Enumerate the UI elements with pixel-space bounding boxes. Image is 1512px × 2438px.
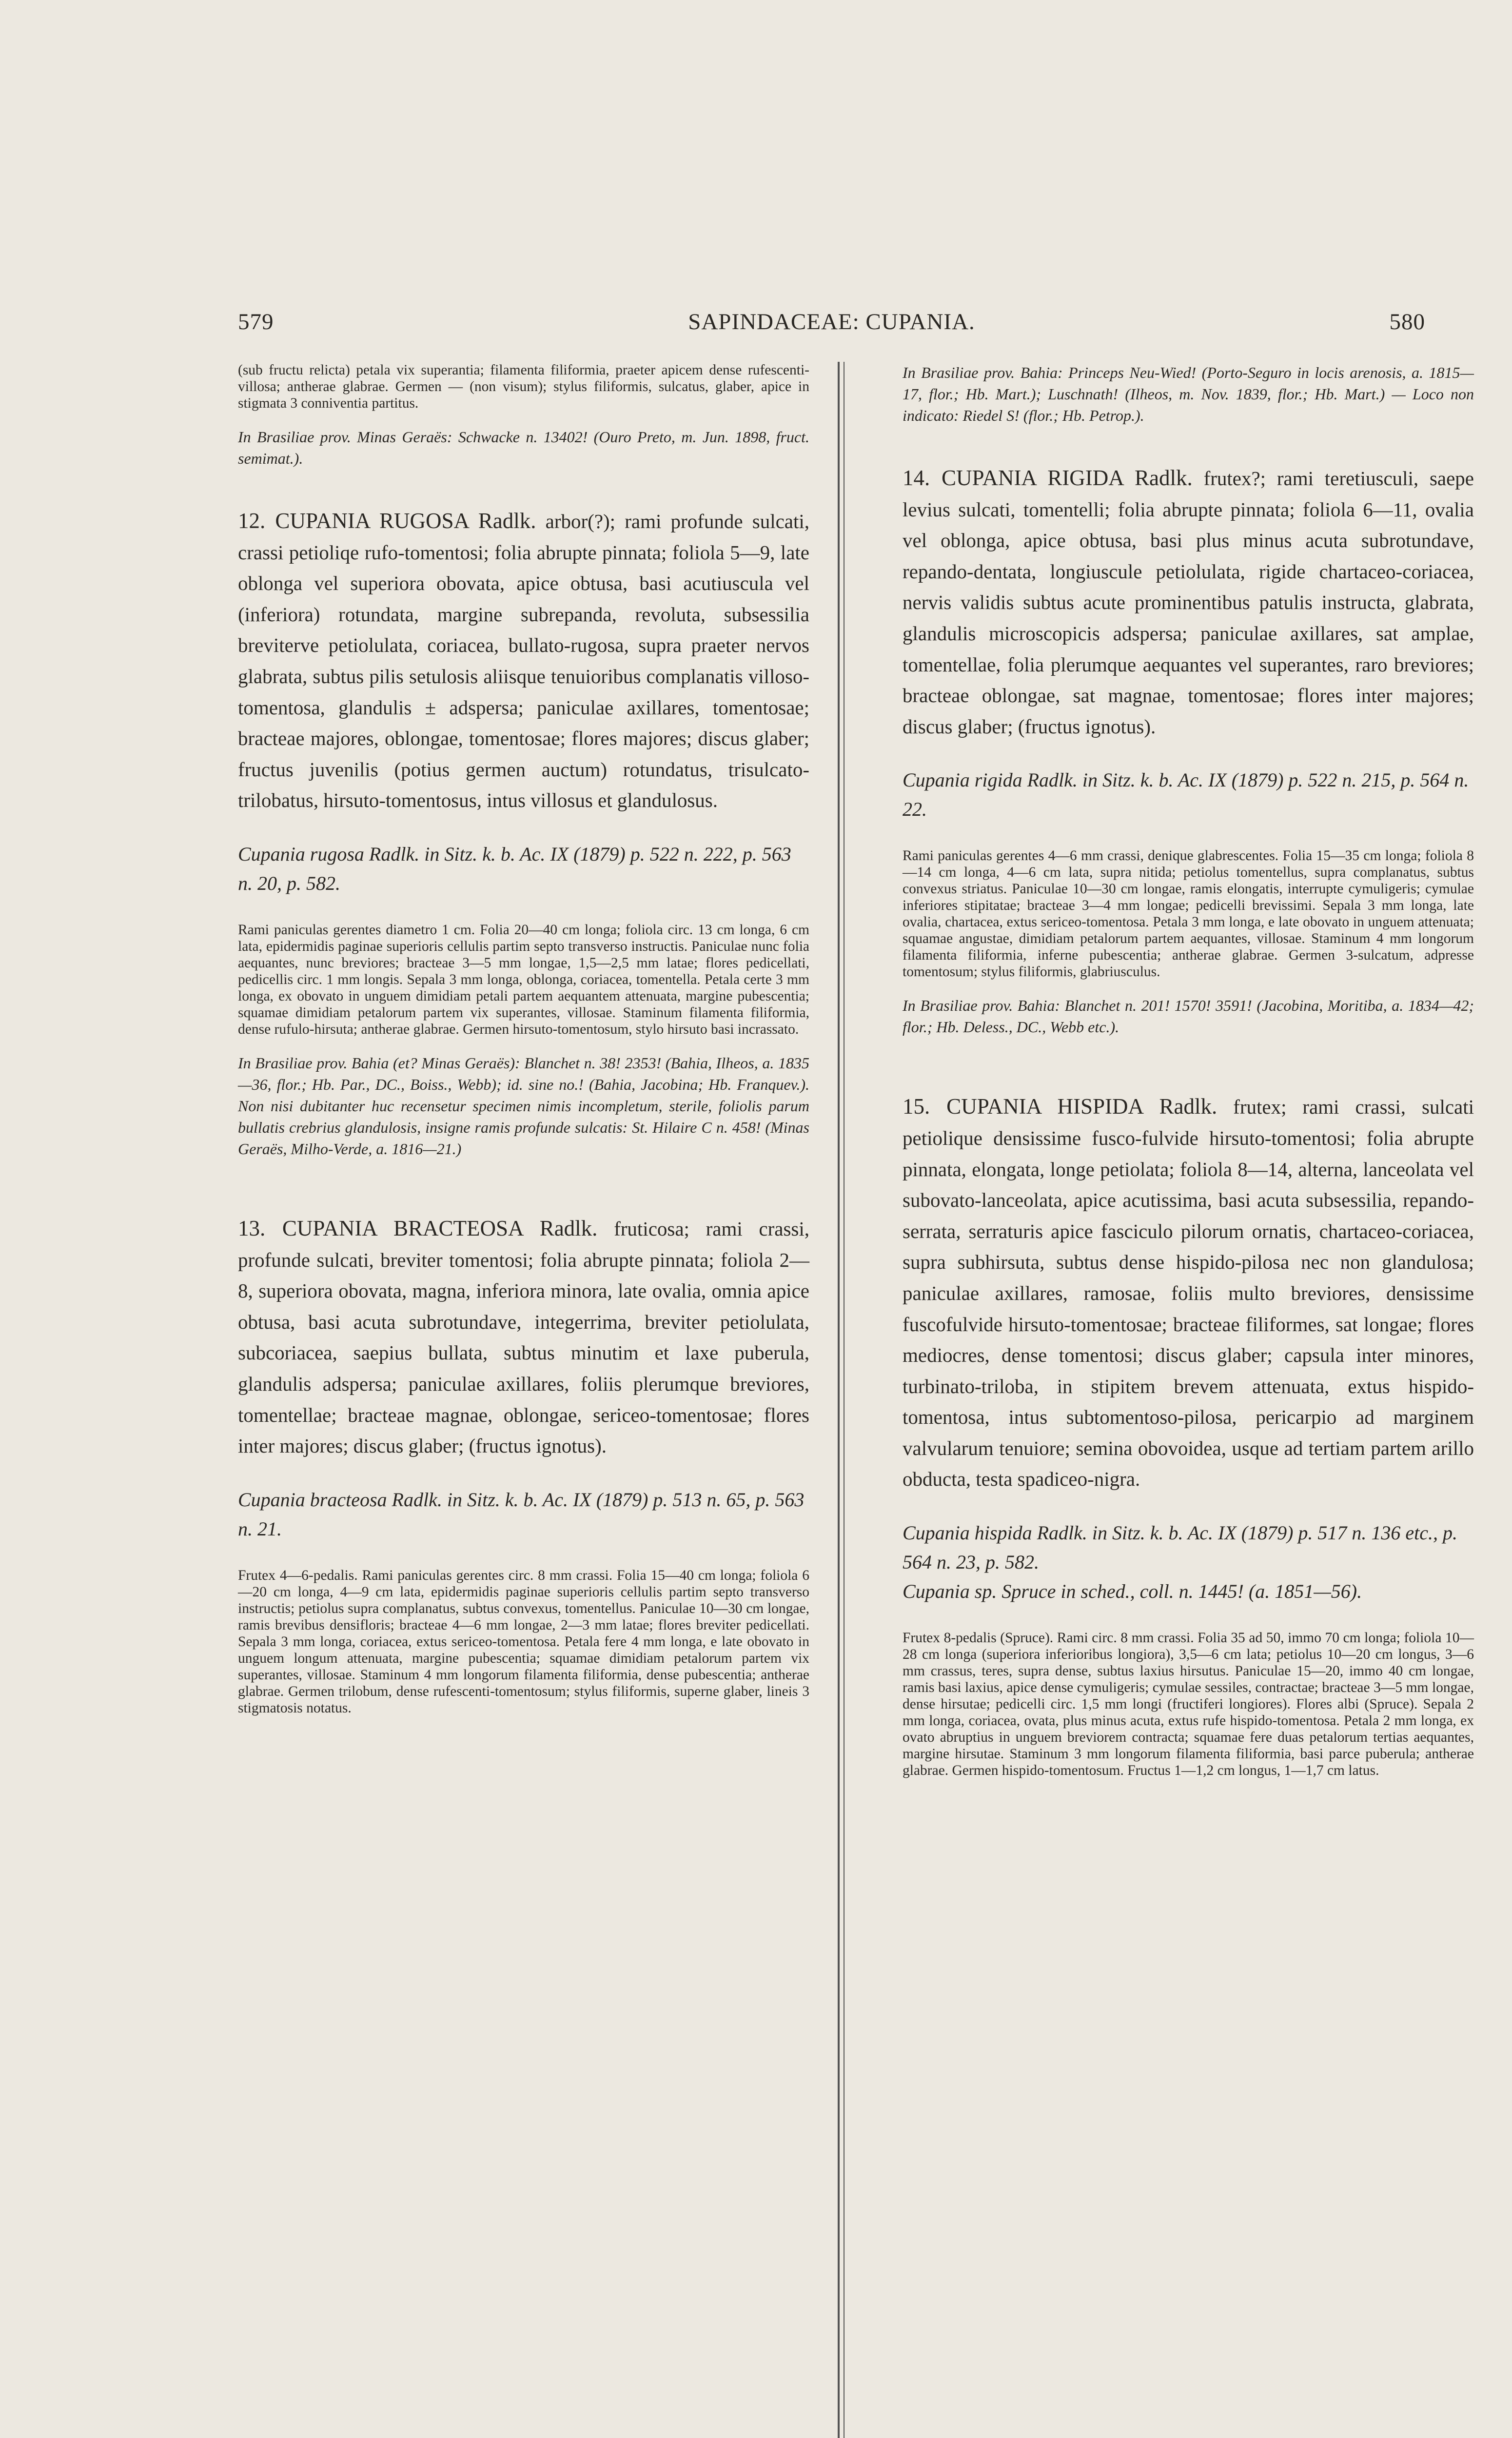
species-entry-hispida [903,1091,1474,1779]
species-entry-rigida [903,463,1474,1038]
running-title: SAPINDACEAE: CUPANIA. [688,309,975,334]
continuation-text: (sub fructu relicta) petala vix superantia; filamenta filiformia, praeter apicem dense rufescenti-villosa; antherae glabrae. Germen — (non visum); stylus filiformis, sulcatus, glaber, apice in stigmata 3 conniventia partitus. [238,362,809,411]
species-diagnosis: arbor(?); rami profunde sulcati, crassi petioliqe rufo-tomentosi; folia abrupte pinnata; foliola 5—9, late oblonga vel superiora obovata, apice obtusa, basi acutiuscula vel (inferiora) rotundata, margine subrepanda, revoluta, subsessilia breviterve petiolulata, coriacea, bullato-rugosa, supra praeter nervos glabrata, subtus pilis setulosis aliisque tenuioribus complanatis villoso-tomentosa, glandulis ± adspersa; paniculae axillares, tomentosae; bracteae majores, oblongae, tomentosae; flores majores; discus glaber; fructus juvenilis (potius germen auctum) rotundatus, trisulcato-trilobatus, hirsuto-tomentosus, intus villosus et glandulosus. [238,510,810,812]
species-citation-secondary: Cupania sp. Spruce in sched., coll. n. 1445! (a. 1851—56). [903,1580,1362,1603]
species-citation: Cupania hispida Radlk. in Sitz. k. b. Ac. IX (1879) p. 517 n. 136 etc., p. 564 n. 23, p. 582. [903,1522,1458,1573]
column-divider [838,362,840,2438]
left-page-number: 579 [238,309,274,334]
species-description-small: Rami paniculas gerentes 4—6 mm crassi, denique glabrescentes. Folia 15—35 cm longa; foliola 8—14 cm longa, 4—6 cm lata, supra nitida; petiolus tomentellus, supra complanatus, subtus convexus striatus. Paniculae 10—30 cm longae, ramis elongatis, interrupte cymuligeris; cymulae inferiores stipitatae; bracteae 3—4 mm longae; pedicelli brevissimi. Sepala 3 mm longa, late ovalia, chartacea, extus sericeo-tomentosa. Petala 3 mm longa, e late obovato in unguem attenuata; squamae angustae, dimidiam petalorum partem aequantes, villosae. Staminum 4 mm longorum filamenta filiformia, inferne pubescentia; antherae glabrae. Germen 3-sulcatum, adpresse tomentosum; stylus filiformis, glabriusculus. [903,848,1474,980]
left-column [238,362,809,1716]
species-diagnosis: frutex; rami crassi, sulcati petiolique densissime fusco-fulvide hirsuto-tomentosi; folia abrupte pinnata, elongata, longe petiolata; foliola 8—14, alterna, lanceolata vel subovato-lanceolata, apice acutissima, basi acuta subsessilia, repando-serrata, serraturis apice fasciculo pilorum ornatis, chartaceo-coriacea, supra subhirsuta, subtus dense hispido-pilosa nec non glandulosa; paniculae axillares, ramosae, foliis multo breviores, densissime fuscofulvide hirsuto-tomentosae; bracteae filiformes, sat longae; flores mediocres, dense tomentosi; discus glaber; capsula inter minores, turbinato-triloba, in stipitem brevem attenuata, extus hispido-tomentosa, intus subtomentoso-pilosa, pericarpio ad marginem valvularum tenuiore; semina obovoidea, usque ad tertiam partem arillo obducta, testa spadiceo-nigra. [903,1096,1474,1491]
species-entry-bracteosa [238,1213,809,1716]
species-diagnosis: fruticosa; rami crassi, profunde sulcati, breviter tomentosi; folia abrupte pinnata; foliola 2—8, superiora obovata, magna, inferiora minora, late ovalia, omnia apice obtusa, basi acuta subrotundave, integerrima, breviter petiolulata, subcoriacea, saepius bullata, subtus minutim et laxe puberula, glandulis adspersa; paniculae axillares, foliis plerumque breviores, tomentellae; bracteae magnae, oblongae, sericeo-tomentosae; flores inter majores; discus glaber; (fructus ignotus). [238,1217,809,1457]
species-diagnosis: frutex?; rami teretiusculi, saepe levius sulcati, tomentelli; folia abrupte pinnata; foliola 6—11, ovalia vel oblonga, apice obtusa, basi plus minus acuta subrotundave, repando-dentata, longiuscule petiolulata, rigide chartaceo-coriacea, nervis validis subtus acute prominentibus patulis instructa, glabrata, glandulis microscopicis adspersa; paniculae axillares, sat amplae, tomentellae, folia plerumque aequantes vel superantes, raro breviores; bracteae oblongae, sat magnae, tomentosae; flores inter majores; discus glaber; (fructus ignotus). [903,467,1474,738]
species-heading: 12. CUPANIA RUGOSA Radlk. [238,509,536,533]
species-heading: 14. CUPANIA RIGIDA Radlk. [903,466,1193,490]
continuation-locality: In Brasiliae prov. Minas Geraës: Schwacke n. 13402! (Ouro Preto, m. Jun. 1898, fruct. semimat.). [238,428,809,467]
continuation-locality: In Brasiliae prov. Bahia: Princeps Neu-Wied! (Porto-Seguro in locis arenosis, a. 1815—17, flor.; Hb. Mart.); Luschnath! (Ilheos, m. Nov. 1839, flor.; Hb. Mart.) — Loco non indicato: Riedel S! (flor.; Hb. Petrop.). [903,364,1474,424]
species-description-small: Rami paniculas gerentes diametro 1 cm. Folia 20—40 cm longa; foliola circ. 13 cm longa, 6 cm lata, epidermidis paginae superioris cellulis partim septo transverso instructis. Paniculae nunc folia aequantes, nunc breviores; bracteae 3—5 mm longae, 1,5—2,5 mm latae; flores pedicellati, pedicellis circ. 1 mm longis. Sepala 3 mm longa, oblonga, coriacea, tomentella. Petala certe 3 mm longa, ex obovato in unguem dimidiam petali partem aequantem attenuata, margine pubescentia; squamae dimidiam petalorum partem vix superantes, villosae. Staminum filamenta filiformia, dense rufulo-hirsuta; antherae glabrae. Germen hirsuto-tomentosum, stylo hirsuto basi incrassato. [238,922,809,1037]
species-description-small: Frutex 8-pedalis (Spruce). Rami circ. 8 mm crassi. Folia 35 ad 50, immo 70 cm longa; foliola 10—28 cm longa (superiora inferioribus longiora), 3,5—6 cm lata; petiolus 10—20 cm longus, 3—6 mm crassus, teres, supra dense, subtus laxius hirsutus. Paniculae 15—20, immo 40 cm longae, ramis basi laxius, apice dense cymuligeris; cymulae sessiles, contractae; bracteae 3—5 mm longae, dense hirsutae; pedicelli circ. 1,5 mm longi (fructiferi longiores). Flores albi (Spruce). Sepala 2 mm longa, coriacea, ovata, plus minus acuta, extus rufe hispido-tomentosa. Petala 2 mm longa, ex ovato abruptius in unguem breviorem contracta; squamae fere duas petalorum tertias aequantes, margine hirsutae. Staminum 3 mm longorum filamenta filiformia, basi parce puberula; antherae glabrae. Germen hispido-tomentosum. Fructus 1—1,2 cm longus, 1—1,7 cm latus. [903,1630,1474,1779]
species-citation: Cupania rugosa Radlk. in Sitz. k. b. Ac. IX (1879) p. 522 n. 222, p. 563 n. 20, p. 582. [238,843,791,894]
species-entry-rugosa [238,506,809,1160]
species-heading: 15. CUPANIA HISPIDA Radlk. [903,1094,1217,1119]
species-locality: In Brasiliae prov. Bahia: Blanchet n. 201! 1570! 3591! (Jacobina, Moritiba, a. 1834—42; flor.; Hb. Deless., DC., Webb etc.). [903,997,1474,1036]
running-header [238,309,1425,343]
species-description-small: Frutex 4—6-pedalis. Rami paniculas gerentes circ. 8 mm crassi. Folia 15—40 cm longa; foliola 6—20 cm longa, 4—9 cm lata, epidermidis paginae superioris cellulis partim septo transverso instructis; petiolus supra complanatus, subtus convexus, tomentellus. Paniculae 10—30 cm longae, ramis brevibus densifloris; bracteae 4—6 mm longae, 2—3 mm latae; flores breviter pedicellati. Sepala 3 mm longa, coriacea, extus sericeo-tomentosa. Petala fere 4 mm longa, e late obovato in unguem longum attenuata, margine pubescentia; squamae dimidiam petalorum partem vix superantes, villosae. Staminum 4 mm longorum filamenta filiformia, dense pubescentia; antherae glabrae. Germen trilobum, dense rufescenti-tomentosum; stylus filiformis, superne glaber, lineis 3 stigmatosis notatus. [238,1567,809,1716]
right-column [903,362,1474,1779]
species-heading: 13. CUPANIA BRACTEOSA Radlk. [238,1216,598,1240]
species-citation: Cupania rigida Radlk. in Sitz. k. b. Ac. IX (1879) p. 522 n. 215, p. 564 n. 22. [903,769,1469,821]
right-page-number: 580 [1389,309,1425,334]
species-citation: Cupania bracteosa Radlk. in Sitz. k. b. Ac. IX (1879) p. 513 n. 65, p. 563 n. 21. [238,1488,805,1540]
species-locality: In Brasiliae prov. Bahia (et? Minas Geraës): Blanchet n. 38! 2353! (Bahia, Ilheos, a. 1835—36, flor.; Hb. Par., DC., Boiss., Webb); id. sine no.! (Bahia, Jacobina; Hb. Franquev.). Non nisi dubitanter huc recensetur specimen nimis incompletum, sterile, foliolis parum bullatis crebrius glandulosis, insigne ramis profunde sulcatis: St. Hilaire C n. 458! (Minas Geraës, Milho-Verde, a. 1816—21.) [238,1054,809,1158]
